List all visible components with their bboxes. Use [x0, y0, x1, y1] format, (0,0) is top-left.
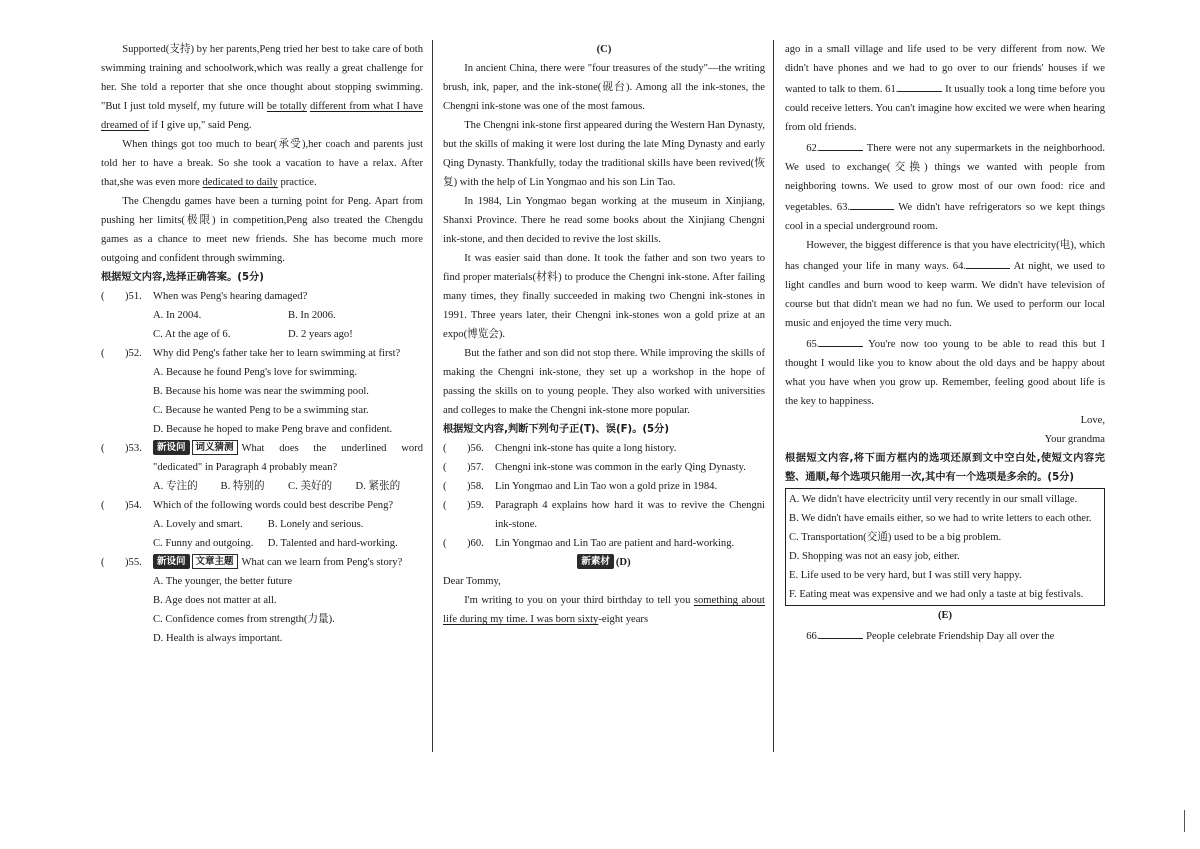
column-divider — [432, 40, 433, 752]
question-54: ( )54. Which of the following words could best describe Peng? — [101, 500, 394, 511]
option: D. Shopping was not an easy job, either. — [789, 551, 960, 562]
column-middle — [443, 40, 765, 629]
column-left — [101, 40, 423, 648]
letter-signature: Your grandma — [1044, 434, 1105, 445]
column-right — [785, 40, 1105, 646]
instruction: 根据短文内容,判断下列句子正(T)、误(F)。(5分) — [443, 424, 669, 435]
option[interactable]: A. Lovely and smart. — [153, 519, 243, 530]
paragraph: It was easier said than done. It took the father and son two years to find proper materials(材料) to produce the Chengni ink-stone. After failing many times, they finally succeeded in making two Chengni ink-stones in 1991. Three years later, their Chengni ink-stones won a gold prize at an expo(博览会). — [443, 253, 765, 340]
option[interactable]: D. 紧张的 — [355, 481, 401, 492]
option[interactable]: A. In 2004. — [153, 310, 202, 321]
answer-blank-63[interactable] — [850, 196, 894, 210]
option[interactable]: B. Because his home was near the swimming pool. — [153, 386, 369, 397]
instruction: 根据短文内容,选择正确答案。(5分) — [101, 272, 264, 283]
question-52: ( )52. Why did Peng's father take her to learn swimming at first? — [101, 348, 401, 359]
new-question-tag: 新设问 — [153, 554, 190, 569]
option[interactable]: A. Because he found Peng's love for swimming. — [153, 367, 358, 378]
question-56: ( )56. Chengni ink-stone has quite a long history. — [443, 443, 677, 454]
answer-blank-66[interactable] — [819, 625, 863, 639]
section-heading-e: (E) — [937, 610, 953, 621]
options-51 — [101, 306, 423, 344]
answer-blank-65[interactable] — [819, 333, 863, 347]
option[interactable]: B. Lonely and serious. — [267, 519, 364, 530]
letter-greeting: Dear Tommy, — [443, 576, 501, 587]
options-53 — [101, 477, 423, 496]
paragraph: The Chengni ink-stone first appeared during the Western Han Dynasty, but the skills of making it were lost during the late Ming Dynasty and early Qing Dynasty. Thankfully, today the traditional skills have been revived(恢复) with the help of Lin Yongmao and his son Lin Tao. — [443, 120, 765, 188]
question-57: ( )57. Chengni ink-stone was common in the early Qing Dynasty. — [443, 462, 746, 473]
option[interactable]: D. Because he hoped to make Peng brave and confident. — [153, 424, 393, 435]
option[interactable]: A. The younger, the better future — [153, 576, 293, 587]
question-type-tag: 文章主题 — [192, 554, 238, 569]
options-54 — [101, 515, 423, 553]
option: B. We didn't have emails either, so we had to write letters to each other. — [789, 513, 1092, 524]
new-material-tag: 新素材 — [577, 554, 614, 569]
question-51: ( )51. When was Peng's hearing damaged? — [101, 291, 308, 302]
options-52 — [101, 363, 423, 439]
question-55: ( )55. 新设问 文章主题 What can we learn from Peng's story? — [101, 556, 403, 568]
question-59: ( )59. Paragraph 4 explains how hard it was to revive the Chengni ink-stone. — [443, 500, 765, 530]
answer-blank-62[interactable] — [819, 137, 863, 151]
option: F. Eating meat was expensive and we had only a taste at big festivals. — [789, 589, 1084, 600]
column-divider — [773, 40, 774, 752]
question-60: ( )60. Lin Yongmao and Lin Tao are patient and hard-working. — [443, 538, 735, 549]
option[interactable]: B. 特别的 — [220, 481, 265, 492]
option: A. We didn't have electricity until very recently in our small village. — [789, 494, 1078, 505]
option: C. Transportation(交通) used to be a big problem. — [789, 532, 1002, 543]
question-58: ( )58. Lin Yongmao and Lin Tao won a gold prize in 1984. — [443, 481, 718, 492]
option[interactable]: C. Confidence comes from strength(力量). — [153, 614, 335, 625]
section-heading-c: (C) — [596, 44, 612, 55]
paragraph: 62. There were not any supermarkets in the neighborhood. We used to exchange(交换) things we wanted with people from neighboring towns. We used to grow most of our own food: rice and vegetables. 63. We didn't have refrigerators so we kept things cool in a special underground room. — [785, 137, 1105, 236]
option[interactable]: D. Health is always important. — [153, 633, 283, 644]
paragraph: In ancient China, there were "four treasures of the study"—the writing brush, ink, paper, and the ink-stone(砚台). Among all the ink-stones, the Chengni ink-stone was one of the most famous. — [443, 63, 765, 112]
option[interactable]: D. Talented and hard-working. — [267, 538, 398, 549]
option[interactable]: C. 美好的 — [288, 481, 333, 492]
section-heading-d: 新素材 (D) — [443, 553, 765, 572]
underlined-word-dedicated: dedicated to daily — [202, 177, 278, 188]
paragraph: I'm writing to you on your third birthday to tell you something about life during my time. I was born sixty-eight years — [443, 595, 765, 625]
paragraph: 66. People celebrate Friendship Day all over the — [785, 625, 1105, 646]
option[interactable]: B. Age does not matter at all. — [153, 595, 277, 606]
paragraph: But the father and son did not stop there. While improving the skills of making the Chengni ink-stone, they set up a workshop in the hope of passing the skills on to young people. They also worked with universities and colleges to make the Chengni ink-stone more popular. — [443, 348, 765, 416]
option: E. Life used to be very hard, but I was still very happy. — [789, 570, 1022, 581]
answer-blank-61[interactable] — [898, 78, 942, 92]
paragraph: Supported(支持) by her parents,Peng tried her best to take care of both swimming training and schoolwork,which was really a great challenge for her. She told a reporter that she once thought about stopping swimming. "But I just told myself, my future will be totally different from what I have dreamed of if I give up," said Peng. — [101, 44, 423, 131]
question-type-tag: 词义猜测 — [192, 440, 238, 455]
option[interactable]: A. 专注的 — [153, 481, 198, 492]
option[interactable]: C. Funny and outgoing. — [153, 538, 254, 549]
paragraph: However, the biggest difference is that you have electricity(电), which has changed your life in many ways. 64. At night, we used to light candles and burn wood to keep warm. We didn't have television of course but that didn't mean we had no fun. We used to perform our local music and enjoyed the time very much. — [785, 240, 1105, 329]
new-question-tag: 新设问 — [153, 440, 190, 455]
paragraph: ago in a small village and life used to be very different from now. We didn't have phones and we had to go over to our friends' houses if we wanted to talk to them. 61. It usually took a long time before you could receive letters. You can't imagine how excited we were when hearing from old friends. — [785, 44, 1106, 133]
option[interactable]: B. In 2006. — [288, 310, 336, 321]
page-edge-mark — [1184, 810, 1185, 832]
question-53: ( )53. 新设问 词义猜测 What does the underlined word "dedicated" in Paragraph 4 probably mean? — [101, 442, 423, 473]
letter-closing: Love, — [1080, 415, 1105, 426]
option[interactable]: C. At the age of 6. — [153, 329, 231, 340]
options-box — [785, 488, 1105, 606]
paragraph: 65. You're now too young to be able to read this but I thought I would like you to know about the old days and be happy about what you have when you grow up. Remember, feeling good about life is the key to happiness. — [785, 333, 1105, 411]
options-55 — [101, 572, 423, 648]
paragraph: In 1984, Lin Yongmao began working at the museum in Xinjiang, Shanxi Province. There he read some books about the Xinjiang Chengni ink-stone, and then decided to revive the lost skills. — [443, 196, 765, 245]
paragraph: The Chengdu games have been a turning point for Peng. Apart from pushing her limits(极限) in competition,Peng also treated the Chengdu games as a chance to meet new friends. She has become much more outgoing and confident through swimming. — [101, 196, 423, 264]
answer-blank-64[interactable] — [966, 255, 1010, 269]
instruction: 根据短文内容,将下面方框内的选项还原到文中空白处,使短文内容完整、通顺,每个选项只能用一次,其中有一个选项是多余的。(5分) — [785, 453, 1105, 483]
option[interactable]: C. Because he wanted Peng to be a swimming star. — [153, 405, 369, 416]
option[interactable]: D. 2 years ago! — [288, 329, 353, 340]
paragraph: When things got too much to bear(承受),her coach and parents just told her to have a break. So she took a vacation to have a relax. After that,she was even more dedicated to daily practice. — [101, 139, 423, 188]
